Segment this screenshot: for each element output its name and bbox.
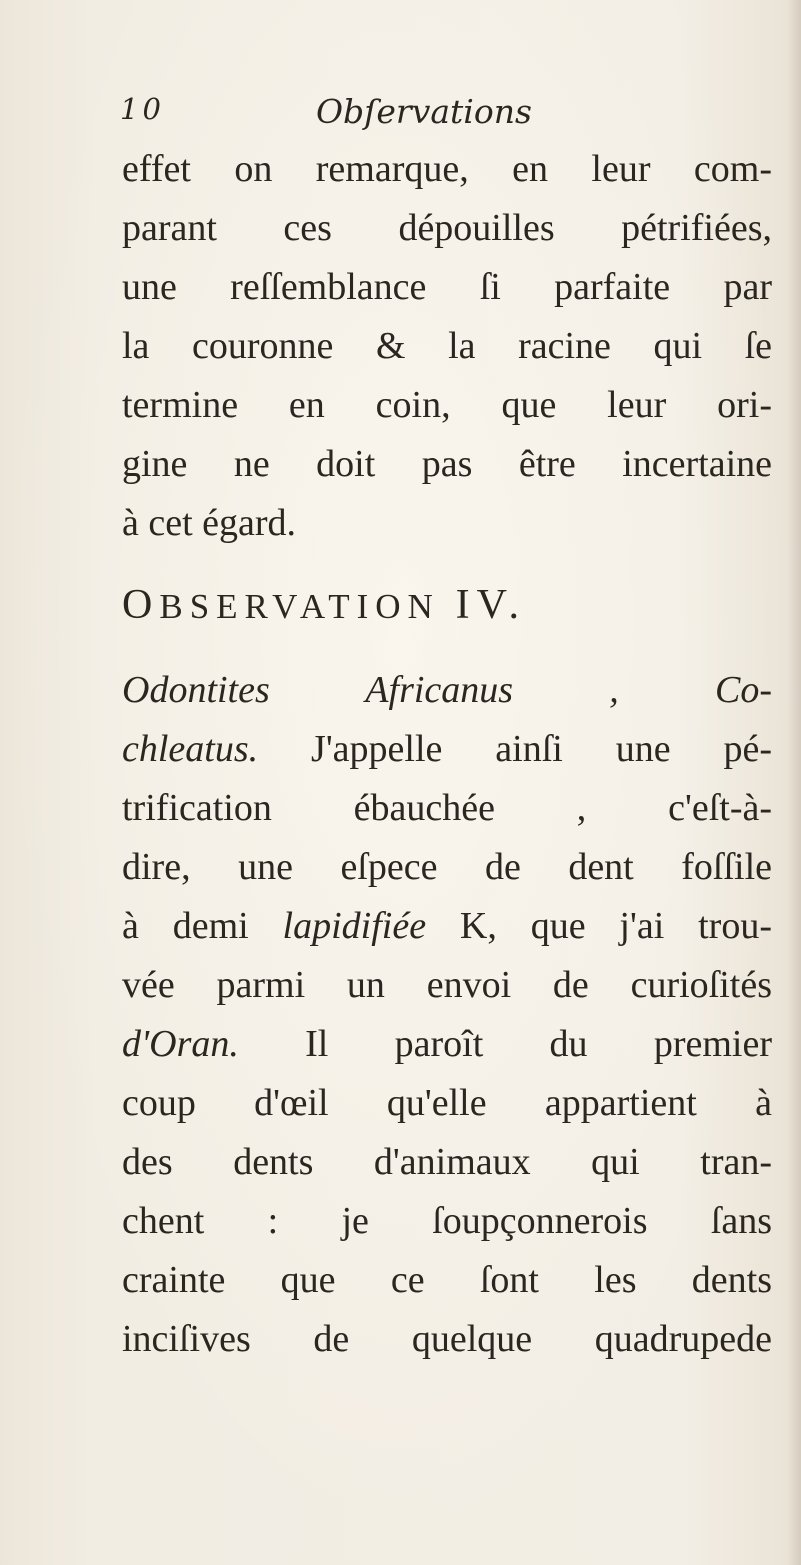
- text-line: à cet égard.: [122, 502, 297, 544]
- species-name-cont: chleatus.: [122, 728, 259, 770]
- text-line: [122, 720, 772, 779]
- text-fragment: K, que j'ai trou-: [426, 905, 772, 947]
- text-line: une reſſemblance ſi parfaite par: [122, 266, 772, 308]
- text-line: coup d'œil qu'elle appartient à: [122, 1082, 772, 1124]
- page-number: 10: [120, 92, 165, 126]
- text-line: trification ébauchée , c'eſt-à-: [122, 787, 772, 829]
- text-line: crainte que ce ſont les dents: [122, 1259, 772, 1301]
- place-name: d'Oran.: [122, 1023, 239, 1065]
- spacer: [122, 643, 772, 661]
- text-line: dire, une eſpece de dent foſſile: [122, 846, 772, 888]
- text-line: [122, 661, 772, 720]
- text-line: vée parmi un envoi de curioſités: [122, 964, 772, 1006]
- text-fragment: J'appelle ainſi une pé-: [258, 728, 772, 770]
- heading-word: BSERVATION: [159, 587, 440, 626]
- running-head-title: Obſervations: [316, 92, 532, 131]
- text-line: inciſives de quelque quadrupede: [122, 1318, 772, 1360]
- running-head: [120, 92, 720, 132]
- text-line: effet on remarque, en leur com-: [122, 148, 772, 190]
- italic-term: lapidifiée: [282, 905, 427, 947]
- paragraph-1: [122, 140, 772, 553]
- text-block: [122, 140, 772, 1369]
- text-fragment: à demi: [122, 905, 283, 947]
- heading-numeral: IV.: [455, 582, 526, 628]
- text-line: termine en coin, que leur ori-: [122, 384, 772, 426]
- text-line: la couronne & la racine qui ſe: [122, 325, 772, 367]
- heading-initial: O: [122, 582, 160, 628]
- text-line: [122, 897, 772, 956]
- text-line: [122, 1015, 772, 1074]
- page-edge-shadow: [787, 0, 801, 1565]
- text-line: des dents d'animaux qui tran-: [122, 1141, 772, 1183]
- text-line: parant ces dépouilles pétrifiées,: [122, 207, 772, 249]
- species-name: Odontites Africanus , Co-: [122, 669, 772, 711]
- section-heading: [122, 567, 772, 643]
- text-fragment: Il paroît du premier: [238, 1023, 772, 1065]
- paragraph-2: [122, 661, 772, 1369]
- text-line: gine ne doit pas être incertaine: [122, 443, 772, 485]
- text-line: chent : je ſoupçonnerois ſans: [122, 1200, 772, 1242]
